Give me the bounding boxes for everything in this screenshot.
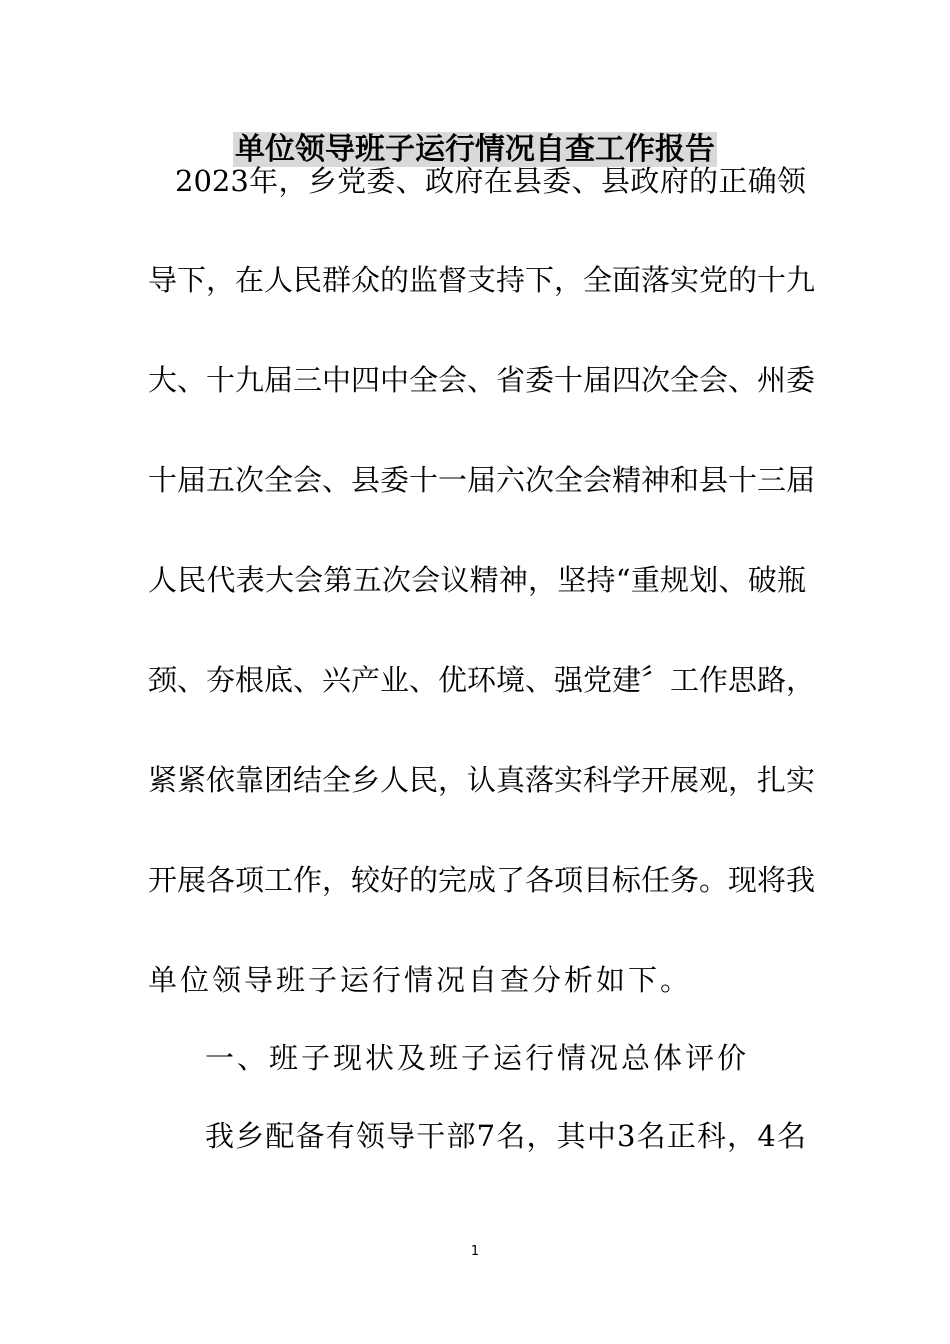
paragraph-line: 大、十九届三中四中全会、省委十届四次全会、州委: [148, 363, 816, 397]
page-number: 1: [470, 1244, 480, 1259]
paragraph-line: 人民代表大会第五次会议精神，坚持“重规划、破瓶: [148, 563, 806, 597]
document-title-text: 单位领导班子运行情况自查工作报告: [235, 132, 715, 167]
section-heading: 一、班子现状及班子运行情况总体评价: [205, 1041, 750, 1075]
paragraph-line: 导下，在人民群众的监督支持下，全面落实党的十九: [148, 263, 816, 297]
paragraph-line: 单位领导班子运行情况自查分析如下。: [148, 963, 693, 997]
paragraph-line: 2023年，乡党委、政府在县委、县政府的正确领: [175, 164, 806, 198]
paragraph-line: 十届五次全会、县委十一届六次全会精神和县十三届: [148, 463, 816, 497]
paragraph-line: 开展各项工作，较好的完成了各项目标任务。现将我: [148, 863, 816, 897]
paragraph-line: 紧紧依靠团结全乡人民，认真落实科学开展观，扎实: [148, 763, 816, 797]
paragraph-line: 我乡配备有领导干部7名，其中3名正科，4名: [205, 1119, 806, 1153]
paragraph-line: 颈、夯根底、兴产业、优环境、强党建〞工作思路，: [148, 663, 816, 697]
